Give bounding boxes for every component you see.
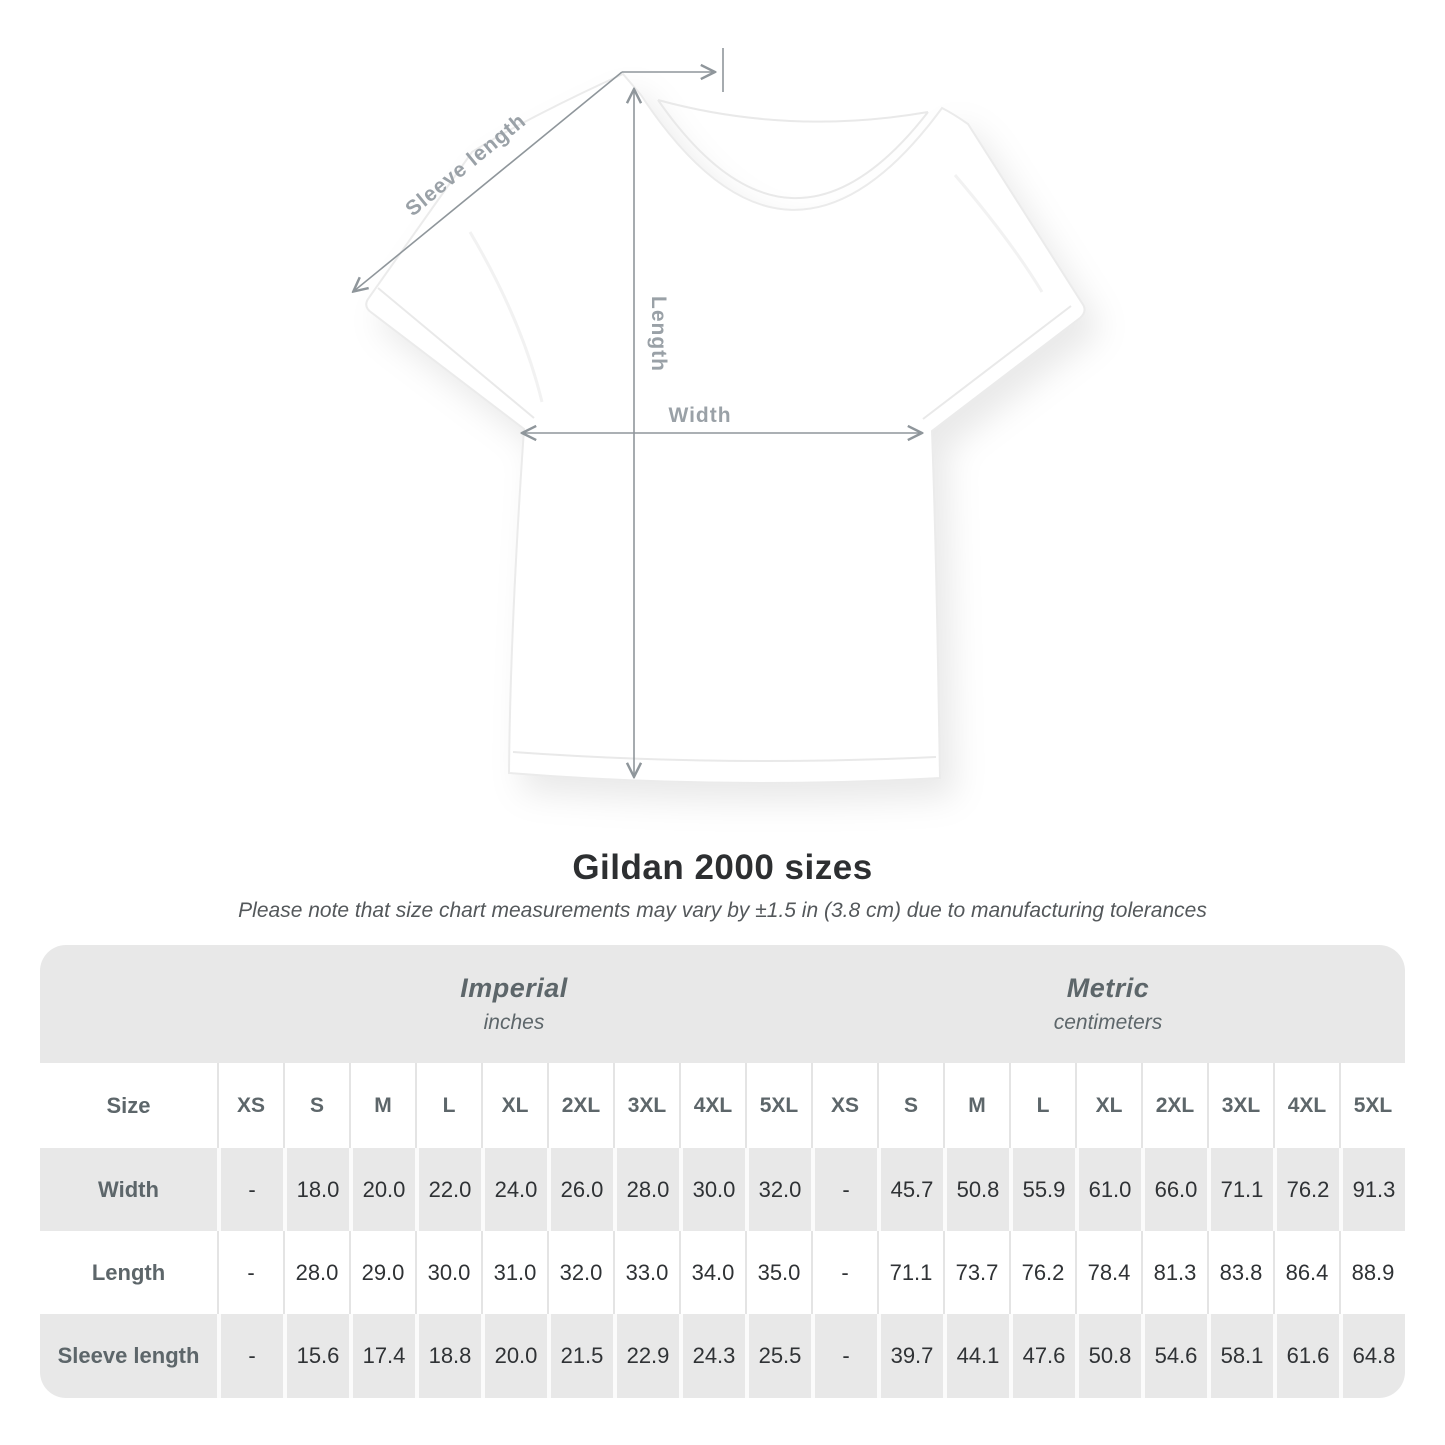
- value-cell-imperial-S: 18.0: [283, 1148, 349, 1231]
- length-label: Length: [647, 296, 670, 372]
- column-header-metric-2XL: 2XL: [1141, 1063, 1207, 1148]
- metric-group-name: Metric: [1066, 973, 1150, 1003]
- value-cell-imperial-3XL: 33.0: [613, 1231, 679, 1314]
- corner-label: Size: [106, 1092, 151, 1118]
- value-cell-metric-3XL: 71.1: [1207, 1148, 1273, 1231]
- value-cell-imperial-4XL: 24.3: [679, 1314, 745, 1398]
- column-header-imperial-2XL: 2XL: [547, 1063, 613, 1148]
- banner-spacer: [40, 945, 217, 1063]
- size-header-row: [40, 1063, 1405, 1148]
- value-cell-imperial-3XL: 28.0: [613, 1148, 679, 1231]
- value-cell-metric-5XL: 91.3: [1339, 1148, 1405, 1231]
- value-cell-metric-XL: 78.4: [1075, 1231, 1141, 1314]
- value-cell-imperial-XS: -: [217, 1231, 283, 1314]
- imperial-group-name: Imperial: [460, 973, 568, 1003]
- value-cell-imperial-M: 17.4: [349, 1314, 415, 1398]
- column-header-metric-L: L: [1009, 1063, 1075, 1148]
- table-row-sleeve-length: [40, 1314, 1405, 1398]
- value-cell-metric-2XL: 81.3: [1141, 1231, 1207, 1314]
- imperial-group-header: [217, 945, 811, 1063]
- value-cell-metric-3XL: 58.1: [1207, 1314, 1273, 1398]
- value-cell-metric-L: 76.2: [1009, 1231, 1075, 1314]
- value-cell-metric-XL: 50.8: [1075, 1314, 1141, 1398]
- collar-back-seam: [658, 100, 928, 122]
- page-title: Gildan 2000 sizes: [572, 848, 873, 887]
- column-header-imperial-M: M: [349, 1063, 415, 1148]
- value-cell-metric-2XL: 66.0: [1141, 1148, 1207, 1231]
- size-table: [40, 945, 1405, 1398]
- value-cell-metric-4XL: 76.2: [1273, 1148, 1339, 1231]
- column-header-metric-XS: XS: [811, 1063, 877, 1148]
- value-cell-imperial-2XL: 26.0: [547, 1148, 613, 1231]
- column-header-metric-5XL: 5XL: [1339, 1063, 1405, 1148]
- column-header-imperial-5XL: 5XL: [745, 1063, 811, 1148]
- table-row-length: [40, 1231, 1405, 1314]
- value-cell-imperial-2XL: 21.5: [547, 1314, 613, 1398]
- value-cell-metric-M: 50.8: [943, 1148, 1009, 1231]
- value-cell-imperial-5XL: 35.0: [745, 1231, 811, 1314]
- value-cell-metric-L: 47.6: [1009, 1314, 1075, 1398]
- value-cell-metric-XS: -: [811, 1148, 877, 1231]
- width-label: Width: [668, 404, 732, 427]
- value-cell-imperial-XS: -: [217, 1314, 283, 1398]
- value-cell-metric-5XL: 64.8: [1339, 1314, 1405, 1398]
- row-label: Width: [98, 1176, 159, 1202]
- value-cell-imperial-4XL: 34.0: [679, 1231, 745, 1314]
- value-cell-metric-4XL: 86.4: [1273, 1231, 1339, 1314]
- value-cell-imperial-XS: -: [217, 1148, 283, 1231]
- value-cell-metric-M: 44.1: [943, 1314, 1009, 1398]
- column-header-metric-3XL: 3XL: [1207, 1063, 1273, 1148]
- value-cell-imperial-XL: 24.0: [481, 1148, 547, 1231]
- value-cell-imperial-XL: 20.0: [481, 1314, 547, 1398]
- value-cell-imperial-4XL: 30.0: [679, 1148, 745, 1231]
- title-block: [0, 848, 1445, 923]
- table-row-width: [40, 1148, 1405, 1231]
- tshirt-body-shape: [366, 74, 1084, 783]
- value-cell-imperial-2XL: 32.0: [547, 1231, 613, 1314]
- value-cell-imperial-5XL: 25.5: [745, 1314, 811, 1398]
- value-cell-imperial-L: 30.0: [415, 1231, 481, 1314]
- value-cell-metric-S: 45.7: [877, 1148, 943, 1231]
- metric-group-header: [811, 945, 1405, 1063]
- column-header-imperial-S: S: [283, 1063, 349, 1148]
- value-cell-imperial-3XL: 22.9: [613, 1314, 679, 1398]
- value-cell-metric-XL: 61.0: [1075, 1148, 1141, 1231]
- column-header-metric-M: M: [943, 1063, 1009, 1148]
- sleeve-length-label: Sleeve length: [401, 109, 531, 221]
- row-label: Sleeve length: [57, 1343, 200, 1368]
- value-cell-metric-XS: -: [811, 1314, 877, 1398]
- value-cell-metric-5XL: 88.9: [1339, 1231, 1405, 1314]
- tshirt-illustration: [366, 74, 1084, 783]
- value-cell-metric-S: 39.7: [877, 1314, 943, 1398]
- column-header-metric-S: S: [877, 1063, 943, 1148]
- value-cell-imperial-M: 29.0: [349, 1231, 415, 1314]
- column-header-metric-4XL: 4XL: [1273, 1063, 1339, 1148]
- value-cell-metric-S: 71.1: [877, 1231, 943, 1314]
- value-cell-metric-L: 55.9: [1009, 1148, 1075, 1231]
- column-header-imperial-XL: XL: [481, 1063, 547, 1148]
- value-cell-imperial-5XL: 32.0: [745, 1148, 811, 1231]
- value-cell-metric-M: 73.7: [943, 1231, 1009, 1314]
- value-cell-metric-3XL: 83.8: [1207, 1231, 1273, 1314]
- imperial-group-unit: inches: [483, 1011, 545, 1034]
- value-cell-imperial-S: 15.6: [283, 1314, 349, 1398]
- value-cell-imperial-L: 22.0: [415, 1148, 481, 1231]
- column-header-imperial-XS: XS: [217, 1063, 283, 1148]
- value-cell-metric-4XL: 61.6: [1273, 1314, 1339, 1398]
- metric-group-unit: centimeters: [1053, 1011, 1163, 1034]
- unit-banner-row: [40, 945, 1405, 1063]
- value-cell-imperial-XL: 31.0: [481, 1231, 547, 1314]
- value-cell-imperial-S: 28.0: [283, 1231, 349, 1314]
- column-header-imperial-4XL: 4XL: [679, 1063, 745, 1148]
- value-cell-metric-2XL: 54.6: [1141, 1314, 1207, 1398]
- value-cell-imperial-M: 20.0: [349, 1148, 415, 1231]
- column-header-metric-XL: XL: [1075, 1063, 1141, 1148]
- value-cell-metric-XS: -: [811, 1231, 877, 1314]
- row-label: Length: [91, 1259, 166, 1285]
- value-cell-imperial-L: 18.8: [415, 1314, 481, 1398]
- column-header-imperial-L: L: [415, 1063, 481, 1148]
- column-header-imperial-3XL: 3XL: [613, 1063, 679, 1148]
- tolerance-note: Please note that size chart measurements may vary by ±1.5 in (3.8 cm) due to manufacturing tolerances: [238, 899, 1207, 922]
